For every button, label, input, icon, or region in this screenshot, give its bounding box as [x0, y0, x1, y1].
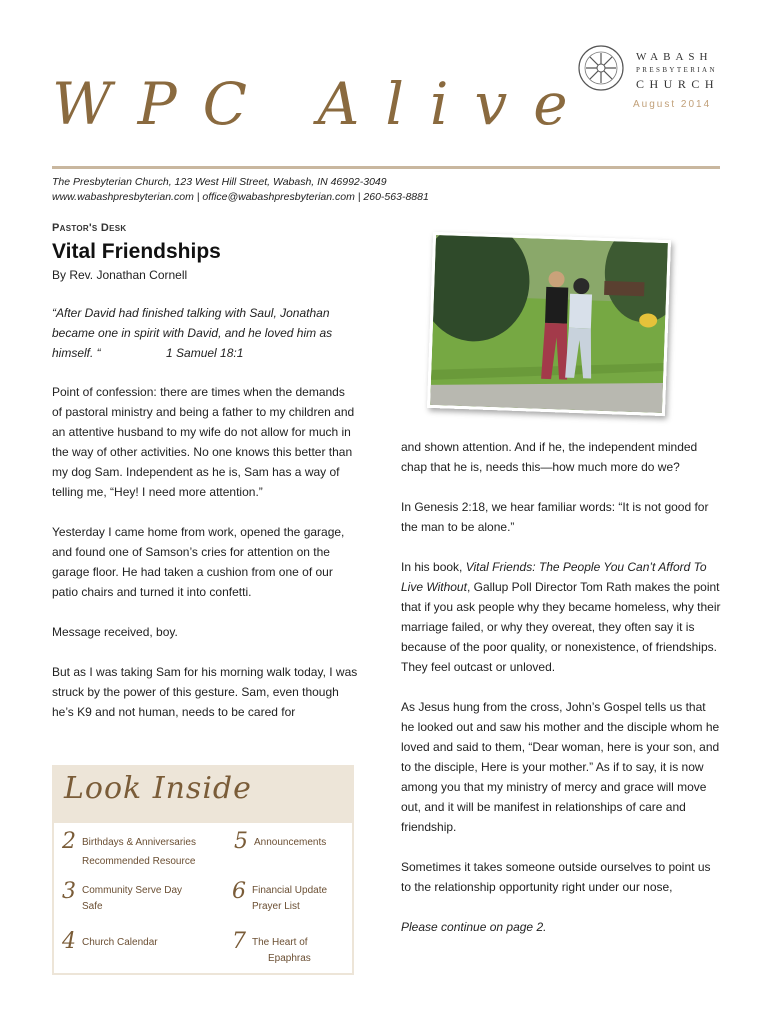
contents-item-label: Prayer List — [252, 901, 300, 912]
article-byline: By Rev. Jonathan Cornell — [52, 268, 188, 282]
church-name-line2: PRESBYTERIAN — [636, 66, 717, 74]
look-inside-header — [52, 765, 354, 823]
paragraph: Yesterday I came home from work, opened the garage, and found one of Samson’s cries for attention on the garage floor. He had taken a cushion from one of our patio chairs and turned it into confetti. — [52, 525, 345, 599]
contents-item[interactable] — [252, 935, 311, 967]
page-number: 7 — [232, 929, 246, 954]
continue-link[interactable]: Please continue on page 2. — [401, 920, 547, 934]
quote-text: “After David had finished talking with Saul, Jonathan became one in spirit with David, and he loved him as himself. “ — [52, 306, 333, 360]
section-kicker: Pastor's Desk — [52, 222, 127, 234]
article-title: Vital Friendships — [52, 240, 221, 263]
paragraph: But as I was taking Sam for his morning walk today, I was struck by the power of this gesture. Sam, even though he’s K9 and not human, needs to be cared for — [52, 665, 358, 719]
book-title: Vital Friends: The People You Can’t Afford To Live Without — [401, 560, 707, 594]
friends-walking-photo — [427, 232, 671, 416]
page-number: 2 — [62, 829, 76, 854]
article-column-right — [401, 437, 721, 957]
contents-item-label: Safe — [82, 901, 103, 912]
scripture-quote — [52, 303, 362, 363]
quote-reference: 1 Samuel 18:1 — [166, 346, 244, 360]
contents-item-label: The Heart of — [252, 937, 308, 948]
address-line: The Presbyterian Church, 123 West Hill Street, Wabash, IN 46992-3049 — [52, 176, 387, 188]
contents-item-label: Church Calendar — [82, 937, 158, 948]
contents-item-label: Recommended Resource — [82, 856, 196, 867]
look-inside-box — [52, 765, 354, 975]
contents-item[interactable] — [254, 835, 326, 851]
church-logo-icon — [577, 44, 625, 92]
church-name-line1: WABASH — [636, 51, 713, 63]
paragraph: and shown attention. And if he, the independent minded chap that he is, needs this—how much more do we? — [401, 440, 698, 474]
contents-item[interactable] — [82, 835, 196, 870]
article-column-left — [52, 382, 358, 742]
paragraph — [401, 557, 721, 677]
contents-item-label: Financial Update — [252, 885, 328, 896]
contents-item[interactable] — [252, 883, 327, 915]
look-inside-contents — [54, 823, 352, 973]
page-number: 5 — [234, 829, 248, 854]
page-number: 3 — [62, 879, 76, 904]
newsletter-title: WPC Alive — [52, 70, 594, 138]
paragraph: Sometimes it takes someone outside ourselves to point us to the relationship opportunity right under our nose, — [401, 860, 711, 894]
church-address — [52, 175, 429, 205]
page-number: 4 — [62, 929, 76, 954]
paragraph: Point of confession: there are times when the demands of pastoral ministry and being a father to my children and an attentive husband to my wife do not allow for much in the way of other activities. No one knows this better than my dog Sam. Independent as he is, Sam has a way of telling me, “Hey! I need more attention.” — [52, 385, 355, 499]
contents-item[interactable] — [82, 883, 182, 915]
look-inside-title: Look Inside — [64, 771, 252, 806]
page-number: 6 — [232, 879, 246, 904]
paragraph: Message received, boy. — [52, 625, 178, 639]
paragraph-text: , Gallup Poll Director Tom Rath makes the point that if you ask people why they became homeless, why their marriage failed, or why they overeat, they often say it is because of the poor quality, or nonexistence, of friendships. They feel outcast or unloved. — [401, 580, 721, 674]
contents-item-label: Epaphras — [268, 953, 311, 964]
church-wordmark — [636, 52, 719, 90]
contents-item-label: Birthdays & Anniversaries — [82, 837, 196, 848]
paragraph: As Jesus hung from the cross, John’s Gospel tells us that he looked out and saw his mother and the disciple whom he loved and said to them, “Dear woman, here is your son, and to the disciple, Here is your mother.” As if to say, it is now among you that my ministry of mercy and grace will move out, and it will be manifest in relationships of care and friendship. — [401, 700, 720, 834]
contents-item-label: Announcements — [254, 837, 327, 848]
paragraph-text: In his book, — [401, 560, 466, 574]
contents-item-label: Community Serve Day — [82, 885, 183, 896]
contents-item[interactable] — [82, 935, 158, 951]
header-divider — [52, 166, 720, 169]
church-name-line3: CHURCH — [636, 77, 720, 91]
paragraph: In Genesis 2:18, we hear familiar words: “It is not good for the man to be alone.” — [401, 500, 709, 534]
photo-illustration — [430, 235, 668, 413]
contact-line: www.wabashpresbyterian.com | office@wabashpresbyterian.com | 260-563-8881 — [52, 191, 429, 203]
issue-date: August 2014 — [633, 99, 712, 110]
